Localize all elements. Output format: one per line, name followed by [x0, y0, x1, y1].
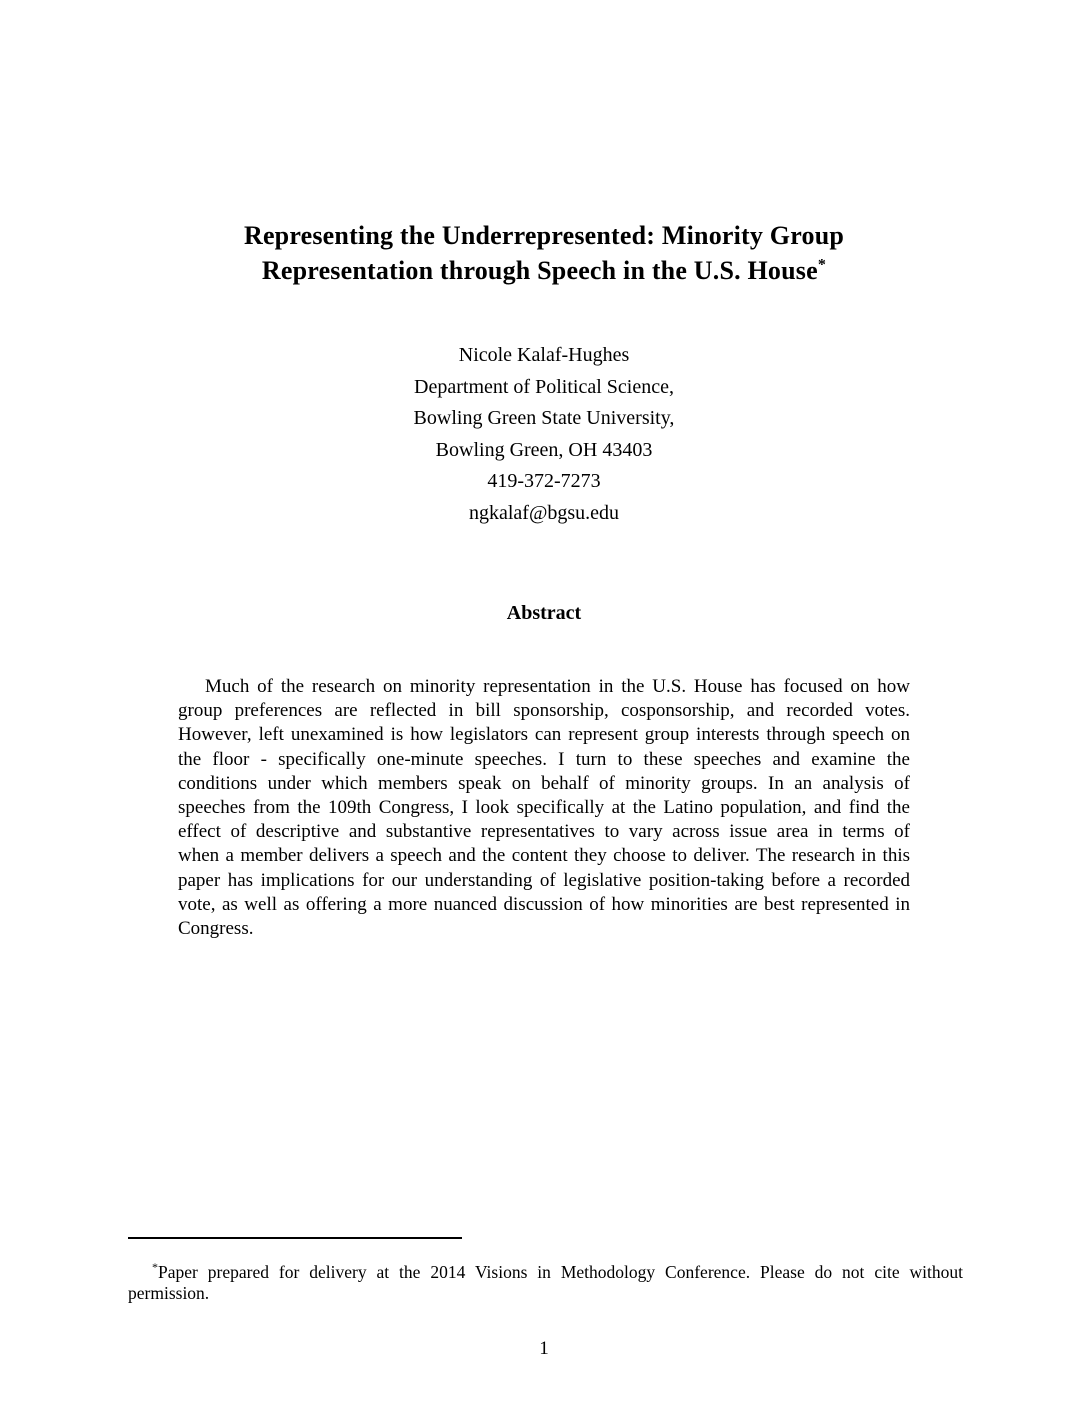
author-block: [0, 340, 1088, 529]
author-phone: 419-372-7273: [487, 470, 601, 492]
paper-title-line2: [0, 253, 1088, 288]
footnote: [128, 1259, 963, 1305]
author-email: ngkalaf@bgsu.edu: [468, 501, 620, 524]
footnote-marker: *: [152, 1259, 158, 1274]
page-number: 1: [539, 1338, 549, 1359]
abstract-heading: Abstract: [506, 602, 582, 624]
title-footnote-marker: *: [817, 256, 827, 274]
author-name: Nicole Kalaf-Hughes: [458, 344, 630, 366]
author-university: Bowling Green State University,: [413, 407, 675, 429]
paper-title-line1: Representing the Underrepresented: Minority Group: [243, 221, 845, 250]
paper-title-line2-text: Representation through Speech in the U.S. House: [261, 256, 818, 285]
footnote-rule: [128, 1237, 462, 1239]
author-city: Bowling Green, OH 43403: [435, 438, 653, 461]
paper-title: [0, 218, 1088, 288]
author-department: Department of Political Science,: [414, 375, 674, 398]
footnote-text: Paper prepared for delivery at the 2014 Visions in Methodology Conference. Please do not cite without permission.: [128, 1261, 963, 1303]
abstract-text: Much of the research on minority representation in the U.S. House has focused on how group preferences are reflected in bill sponsorship, cosponsorship, and recorded votes. However, left unexamined is how legislators can represent group interests through speech on the floor - specifically one-minute speeches. I turn to these speeches and examine the conditions under which members speak on behalf of minority groups. In an analysis of speeches from the 109th Congress, I look specifically at the Latino population, and find the effect of descriptive and substantive representatives to vary across issue area in terms of when a member delivers a speech and the content they choose to deliver. The research in this paper has implications for our understanding of legislative position-taking before a recorded vote, as well as offering a more nuanced discussion of how minorities are best represented in Congress.: [178, 676, 910, 940]
